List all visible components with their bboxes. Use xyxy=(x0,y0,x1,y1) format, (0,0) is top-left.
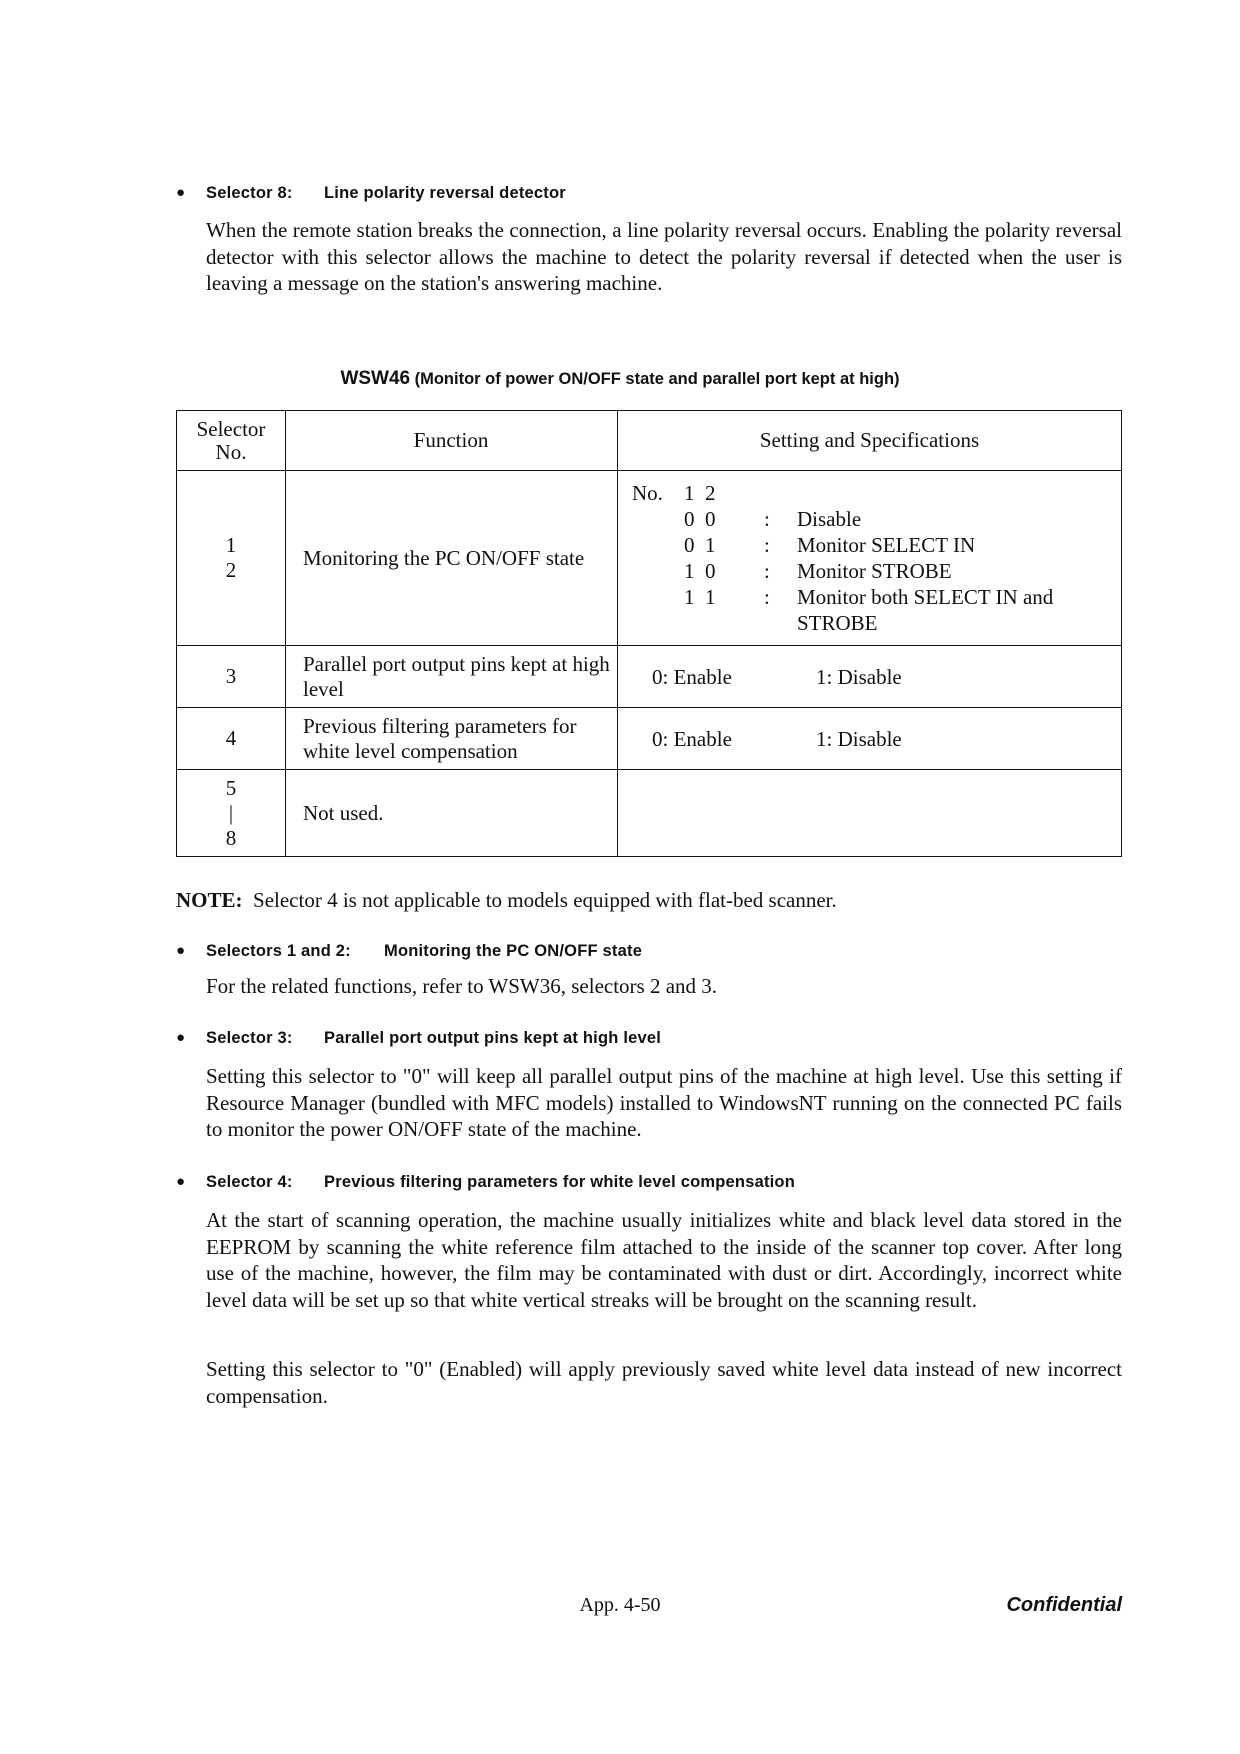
header-setting: Setting and Specifications xyxy=(618,411,1122,471)
row4-setting xyxy=(618,770,1122,857)
selectors12-description: For the related functions, refer to WSW36, selectors 2 and 3. xyxy=(206,974,718,998)
no-bits: 1 2 xyxy=(684,481,716,505)
header-selector-line1: Selector xyxy=(196,416,266,441)
no-label: No. xyxy=(632,481,663,505)
note-text: Selector 4 is not applicable to models equipped with flat-bed scanner. xyxy=(253,888,837,912)
selector4-label: Selector 4: xyxy=(206,1173,293,1191)
note xyxy=(176,888,837,913)
row4-selector-a: 5 xyxy=(225,775,237,800)
selector3-title: Parallel port output pins kept at high level xyxy=(324,1029,662,1047)
row2-function: Parallel port output pins kept at high level xyxy=(286,646,618,708)
selector8-description: When the remote station breaks the connection, a line polarity reversal occurs. Enabling the polarity reversal detector with this selector allows the machine to detect the polarity reversal if detected when the user is leaving a message on the station's answering machine. xyxy=(206,218,1122,295)
table-row xyxy=(177,646,1122,708)
option-colon: : xyxy=(764,533,770,557)
row1-selector-a: 1 xyxy=(225,533,237,557)
selector4-description-1: At the start of scanning operation, the machine usually initializes white and black level data stored in the EEPROM by scanning the white reference film attached to the inside of the scanner top cover. After long use of the machine, however, the film may be contaminated with dust or dirt. Accordingly, incorrect white level data will be set up so that white vertical streaks will be brought on the scanning result. xyxy=(206,1208,1122,1312)
selectors12-title: Monitoring the PC ON/OFF state xyxy=(384,942,643,960)
selector8-label: Selector 8: xyxy=(206,184,293,202)
header-function: Function xyxy=(286,411,618,471)
row1-selector-b: 2 xyxy=(225,558,237,582)
table-row xyxy=(177,471,1122,646)
bullet-icon: ● xyxy=(176,1173,186,1190)
bit-header xyxy=(632,480,1120,506)
confidential-mark: Confidential xyxy=(1006,1594,1122,1616)
table-row xyxy=(177,770,1122,857)
option-bits: 0 1 xyxy=(684,533,716,557)
bullet-icon: ● xyxy=(176,1029,186,1046)
table-header-row xyxy=(177,411,1122,471)
option-row xyxy=(632,584,1120,636)
option-disable: 1: Disable xyxy=(816,726,902,751)
bullet-icon: ● xyxy=(176,942,186,959)
row3-selector: 4 xyxy=(177,708,286,770)
note-label: NOTE: xyxy=(176,888,243,912)
selectors12-label: Selectors 1 and 2: xyxy=(206,942,351,960)
option-row xyxy=(632,558,1120,584)
option-colon: : xyxy=(764,507,770,531)
row4-selector-mid: | xyxy=(228,800,234,825)
page-number: App. 4-50 xyxy=(579,1594,661,1616)
option-row xyxy=(632,532,1120,558)
header-selector-line2: No. xyxy=(215,439,247,464)
selector4-title: Previous filtering parameters for white level compensation xyxy=(324,1173,795,1191)
row4-selector xyxy=(177,770,286,857)
option-row xyxy=(632,506,1120,532)
option-text: Monitor STROBE xyxy=(797,559,952,583)
row1-setting xyxy=(618,471,1122,646)
selector3-description: Setting this selector to "0" will keep all parallel output pins of the machine at high level. Use this setting if Resource Manager (bundled with MFC models) installed to WindowsNT running on the connected PC fails to monitor the power ON/OFF state of the machine. xyxy=(206,1064,1122,1141)
option-bits: 1 0 xyxy=(684,559,716,583)
row2-setting xyxy=(618,646,1122,708)
table-caption-code: WSW46 xyxy=(340,368,411,389)
row4-selector-b: 8 xyxy=(225,825,237,850)
row4-function: Not used. xyxy=(286,770,618,857)
option-disable: 1: Disable xyxy=(816,664,902,689)
wsw46-table xyxy=(176,410,1122,857)
row1-selector xyxy=(177,471,286,646)
selector8-title: Line polarity reversal detector xyxy=(324,184,566,202)
option-enable: 0: Enable xyxy=(652,726,732,751)
option-text: Monitor SELECT IN xyxy=(797,533,976,557)
option-enable: 0: Enable xyxy=(652,664,732,689)
selector4-description-2: Setting this selector to "0" (Enabled) will apply previously saved white level data instead of new incorrect compensation. xyxy=(206,1357,1122,1408)
option-text: Monitor both SELECT IN and STROBE xyxy=(797,585,1054,635)
option-colon: : xyxy=(764,559,770,583)
table-caption-desc: (Monitor of power ON/OFF state and parallel port kept at high) xyxy=(414,370,900,388)
header-selector-no xyxy=(177,411,286,471)
bullet-icon: ● xyxy=(176,184,186,201)
row3-setting xyxy=(618,708,1122,770)
option-bits: 0 0 xyxy=(684,507,716,531)
option-text: Disable xyxy=(797,507,862,531)
option-colon: : xyxy=(764,585,770,609)
row1-function: Monitoring the PC ON/OFF state xyxy=(286,471,618,646)
option-bits: 1 1 xyxy=(684,585,716,609)
selector3-label: Selector 3: xyxy=(206,1029,293,1047)
table-caption xyxy=(0,368,1240,390)
table-row xyxy=(177,708,1122,770)
row3-function: Previous filtering parameters for white level compensation xyxy=(286,708,618,770)
row2-selector: 3 xyxy=(177,646,286,708)
